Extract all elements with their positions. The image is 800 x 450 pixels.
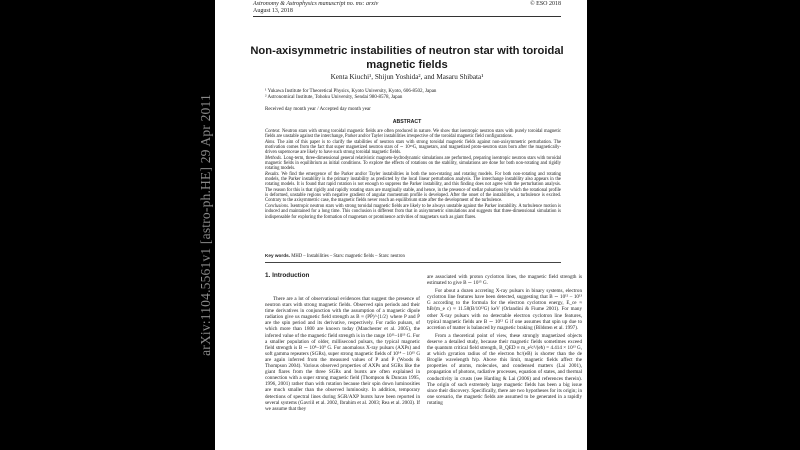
keywords-label: Key words. [265, 253, 291, 258]
abstract-aims [265, 140, 561, 156]
arxiv-stamp-text: arXiv:1104.5561v1 [astro-ph.HE] 29 Apr 2011 [198, 94, 213, 356]
copyright-notice: © ESO 2018 [530, 1, 561, 7]
section-heading: 1. Introduction [265, 272, 310, 279]
affiliation-1: ¹ Yukawa Institute for Theoretical Physics, Kyoto University, Kyoto, 606-8502, Japan [265, 89, 437, 94]
abstract-body [265, 129, 561, 220]
left-column [265, 296, 420, 412]
arxiv-identifier-stamp [198, 0, 214, 450]
paper-page [215, 0, 587, 450]
author-list: Kenta Kiuchi¹, Shijun Yoshida², and Masaru Shibata¹ [330, 73, 484, 81]
header-rule [253, 16, 561, 17]
methods-text: Long-term, three-dimensional general relativistic magneto-hydrodynamic simulations are performed, preparing isentropic neutron stars with toroidal magnetic fields in equilibrium as initial conditions. To explore the effects of rotations on the stability, simulations are done for both non-rotating and rigidly rotating models. [265, 155, 561, 172]
abstract-rule [265, 262, 561, 263]
right-paragraph: From a theoretical point of view, these strongly magnetized objects deserve a detailed study, because their magnetic fields sometimes exceed the quantum critical field strength, B_QED ≡ m_e²c³/(eħ) = 4.414 × 10¹³ G, at which gyration radius of the electron ħc/(eB) is shorter than the de Broglie wavelength ħ/p. Above this limit, magnetic fields affect the properties of atoms, molecules, and condensed matters (Lai 2001), propagation of photons, radiative processes, equation of states, and thermal conductivity in crusts (see Harding & Lai (2006) and references therein). The origin of such extremely large magnetic fields has been a big issue since their discovery. Specifically, there are two hypotheses for its origin; in one scenario, the magnetic fields are assumed to be generated in a rapidly rotating [427, 332, 582, 406]
conclusions-label: Conclusions. [265, 203, 290, 209]
received-line: Received day month year / Accepted day month year [265, 107, 371, 112]
abstract-methods [265, 156, 561, 172]
aims-text: The aim of this paper is to clarify the stabilities of neutron stars with strong toroidal magnetic fields against non-axisymmetric perturbation. The motivation comes from the fact that super magnetized neutron stars of ∼ 10¹⁵G, magnetars, and magnetized proto-neutron stars born after the magnetically-driven supernovae are likely to have such strong toroidal magnetic fields. [265, 139, 562, 156]
abstract-heading: ABSTRACT [392, 119, 422, 125]
right-column [427, 274, 582, 406]
manuscript-date: August 13, 2018 [253, 8, 293, 14]
paper-title: Non-axisymmetric instabilities of neutron star with toroidal magnetic fields [250, 45, 564, 71]
right-paragraph: are associated with proton cyclotron lines, the magnetic field strength is estimated to give B ∼ 10¹⁵ G. [427, 274, 582, 287]
abstract-results [265, 172, 561, 204]
keywords [265, 253, 561, 259]
results-label: Results. [265, 171, 280, 177]
running-header [253, 1, 561, 15]
affiliation-2: ² Astronomical Institute, Tohoku University, Sendai 980-8578, Japan [265, 95, 403, 100]
keywords-text: MHD – Instabilities – Stars: magnetic fields – Stars: neutron [291, 254, 405, 259]
context-text: Neutron stars with strong toroidal magnetic fields are often produced in nature. We show that isentropic neutron stars with purely toroidal magnetic fields are unstable against the interchange, Parker and/or Tayler instabilities irrespective of the toroidal magnetic field configurations. [265, 129, 562, 140]
results-text: We find the emergence of the Parker and/or Tayler instabilities in both the non-rotating and rotating models. For both non-rotating and rotating models, the Parker instability is the primary instability as predicted by the local linear perturbation analysis. The interchange instability also appears in the rotating models. It is found that rapid rotation is not enough to suppress the Parker instability, and this finding does not agree with the perturbation analysis. The reason for this is that rigidly and rapidly rotating stars are marginally stable, and hence, in the presence of stellar pulsations by which the rotational profile is deformed, unstable regions with negative gradient of angular momentum profile is developed. After the onset of the instabilities, a turbulence is excited. Contrary to the axisymmetric case, the magnetic fields never reach an equilibrium state after the development of the turbulence. [265, 171, 561, 204]
abstract-context [265, 129, 561, 140]
methods-label: Methods. [265, 155, 283, 161]
left-paragraph: There are a lot of observational evidences that suggest the presence of neutron stars with strong magnetic fields. Observed spin periods and their time derivatives in conjunction with the assumption of a magnetic dipole radiation give us magnetic field strength as B ≈ (PṖ)^{1/2} where P and Ṗ are the spin period and its derivative, respectively. For radio pulsars, of which more than 1800 are known today (Manchester et al. 2005), the inferred value of the magnetic field strength is in the range 10¹¹–10¹³ G. For a smaller population of older, millisecond pulsars, the typical magnetic field strength is B ∼ 10⁸–10⁹ G. For anomalous X-ray pulsars (AXPs) and soft gamma repeaters (SGRs), super strong magnetic fields of 10¹⁴ – 10¹⁵ G are again inferred from the measured values of P and Ṗ (Woods & Thompson 2004). Various observed properties of AXPs and SGRs like the giant flares from the three SGRs and bursts are often explained in connection with a super strong magnetic field (Thompson & Duncan 1995, 1996, 2001) rather than with rotation because their spin down luminosities are much smaller than the observed luminosity. In addition, temporary detections of spectral lines during SGR/AXP bursts have been reported in several systems (Gavriil et al. 2002, Ibrahim et al. 2003; Rea et al. 2003). If we assume that they [265, 296, 420, 412]
aims-label: Aims. [265, 139, 276, 145]
journal-line: Astronomy & Astrophysics manuscript no. ms: arxiv [253, 1, 379, 7]
conclusions-text: Isentropic neutron stars with strong toroidal magnetic fields are likely to be always unstable against the Parker instability. A turbulence motion is induced and maintained for a long time. This conclusion is different from that in axisymmetric simulations and suggests that three-dimensional simulation is indispensable for exploring the formation of magnetars or prominence activities of magnetars such as giant flares. [265, 203, 561, 220]
right-paragraph: For about a dozen accreting X-ray pulsars in binary systems, electron cyclotron line features have been detected, suggesting that B ∼ 10¹² – 10¹³ G according to the formula for the electron cyclotron energy, E_ce ≈ ħB/(m_e c) ≈ 11.58(B/10¹²G) keV (Orlandini & Fiume 2001). For many other X-ray pulsars with no detectable electron cyclotron line features, typical magnetic fields are B ∼ 10¹² G if one assumes that spin up due to accretion of matter is balanced by magnetic braking (Bildsten et al. 1997). [427, 288, 582, 331]
context-label: Context. [265, 129, 281, 134]
abstract-conclusions [265, 204, 561, 220]
